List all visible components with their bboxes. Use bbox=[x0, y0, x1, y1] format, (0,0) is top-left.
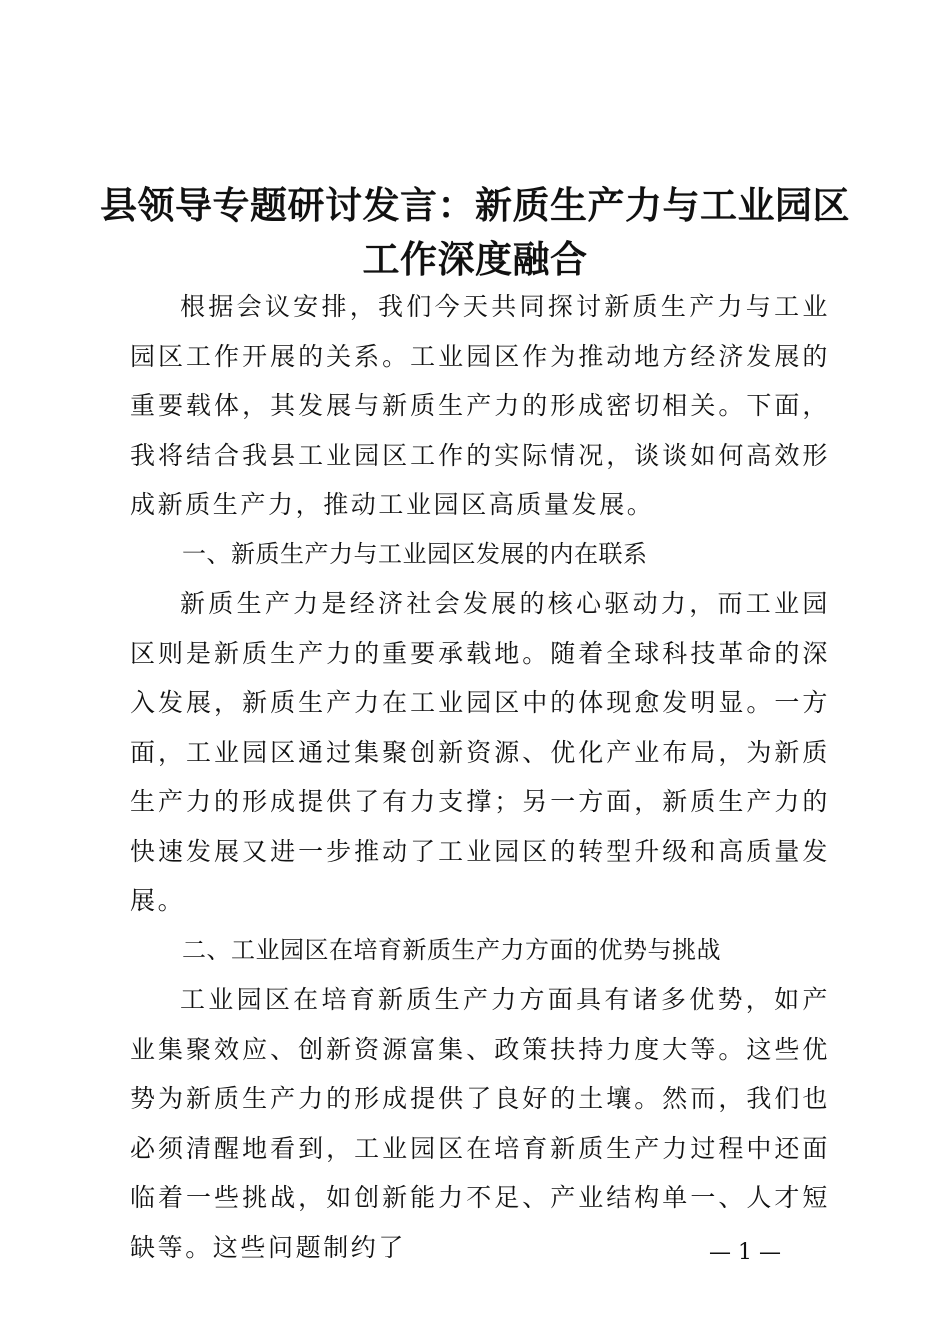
document-body bbox=[130, 282, 830, 1272]
document-title bbox=[100, 178, 850, 286]
section-1-paragraph: 新质生产力是经济社会发展的核心驱动力，而工业园区则是新质生产力的重要承载地。随着全球科技革命的深入发展，新质生产力在工业园区中的体现愈发明显。一方面，工业园区通过集聚创新资源、优化产业布局，为新质生产力的形成提供了有力支撑；另一方面，新质生产力的快速发展又进一步推动了工业园区的转型升级和高质量发展。 bbox=[130, 589, 830, 915]
section-2-paragraph: 工业园区在培育新质生产力方面具有诸多优势，如产业集聚效应、创新资源富集、政策扶持力度大等。这些优势为新质生产力的形成提供了良好的土壤。然而，我们也必须清醒地看到，工业园区在培育新质生产力过程中还面临着一些挑战，如创新能力不足、产业结构单一、人才短缺等。这些问题制约了 bbox=[130, 985, 830, 1262]
section-1-heading: 一、新质生产力与工业园区发展的内在联系 bbox=[182, 539, 648, 568]
page-number: — 1 — bbox=[709, 1240, 781, 1265]
intro-paragraph: 根据会议安排，我们今天共同探讨新质生产力与工业园区工作开展的关系。工业园区作为推动地方经济发展的重要载体，其发展与新质生产力的形成密切相关。下面，我将结合我县工业园区工作的实际情况，谈谈如何高效形成新质生产力，推动工业园区高质量发展。 bbox=[130, 292, 830, 519]
section-2-heading: 二、工业园区在培育新质生产力方面的优势与挑战 bbox=[182, 935, 721, 964]
title-line-1: 县领导专题研讨发言：新质生产力与工业园区 bbox=[100, 183, 850, 227]
title-line-2: 工作深度融合 bbox=[362, 237, 588, 281]
